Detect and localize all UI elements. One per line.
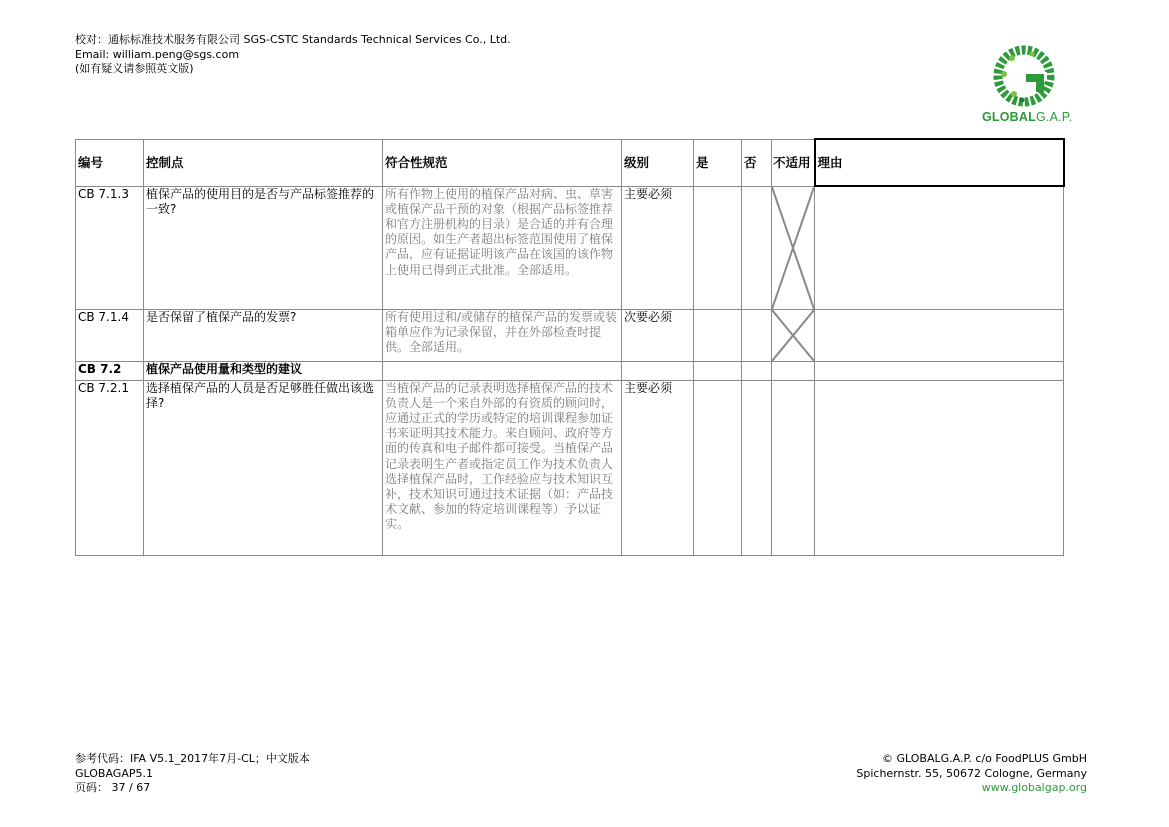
row-yes-cell[interactable] (694, 186, 742, 309)
section-empty-cell (772, 361, 815, 380)
row-compliance-criteria: 所有作物上使用的植保产品对病、虫、草害或植保产品干预的对象（根据产品标签推荐和官方注册机构的目录）是合适的并有合理的原因。如生产者超出标签范围使用了植保产品，应有证据证明该产品在该国的该作物上使用已得到正式批准。全部适用。 (383, 186, 622, 309)
header-level: 级别 (622, 139, 694, 186)
row-number: CB 7.1.4 (76, 309, 144, 361)
row-reason-cell[interactable] (815, 380, 1064, 555)
checklist-table (75, 138, 1065, 556)
header-not-applicable: 不适用 (772, 139, 815, 186)
logo-text-bold: GLOBAL (982, 110, 1036, 124)
footer-left (75, 752, 310, 796)
footer-reference-code: 参考代码：IFA V5.1_2017年7月-CL；中文版本 (75, 752, 310, 765)
footer-website-link[interactable]: www.globalgap.org (981, 781, 1087, 795)
cross-out-icon (772, 187, 814, 309)
section-empty-cell (622, 361, 694, 380)
table-row (76, 186, 1064, 309)
footer-page-number: 页码： 37 / 67 (75, 781, 151, 795)
footer-right (856, 752, 1087, 796)
row-na-cell-crossed (772, 186, 815, 309)
header-no: 否 (742, 139, 772, 186)
row-control-point: 选择植保产品的人员是否足够胜任做出该选择? (144, 380, 383, 555)
row-reason-cell[interactable] (815, 309, 1064, 361)
footer-copyright: © GLOBALG.A.P. c/o FoodPLUS GmbH (882, 752, 1087, 765)
row-no-cell[interactable] (742, 309, 772, 361)
table-header-row (76, 139, 1064, 186)
header-number: 编号 (76, 139, 144, 186)
logo-text-light: G.A.P. (1035, 110, 1073, 124)
header-reason: 理由 (815, 139, 1064, 186)
row-na-cell-crossed (772, 309, 815, 361)
row-level: 主要必须 (622, 380, 694, 555)
row-no-cell[interactable] (742, 186, 772, 309)
section-empty-cell (694, 361, 742, 380)
row-na-cell[interactable] (772, 380, 815, 555)
header-email: Email: william.peng@sgs.com (75, 47, 240, 61)
row-control-point: 是否保留了植保产品的发票? (144, 309, 383, 361)
section-empty-cell (383, 361, 622, 380)
logo-wordmark (982, 110, 1072, 124)
header-compliance-criteria: 符合性规范 (383, 139, 622, 186)
cross-out-icon (772, 310, 814, 361)
row-yes-cell[interactable] (694, 309, 742, 361)
header-note: (如有疑义请参照英文版) (75, 62, 194, 75)
row-level: 主要必须 (622, 186, 694, 309)
row-compliance-criteria: 当植保产品的记录表明选择植保产品的技术负责人是一个来自外部的有资质的顾问时，应通过正式的学历或特定的培训课程参加证书来证明其技术能力。来自顾问、政府等方面的传真和电子邮件都可接受。当植保产品记录表明生产者或指定员工作为技术负责人选择植保产品时，工作经验应与技术知识互补，技术知识可通过技术证据（如：产品技术文献、参加的特定培训课程等）予以证实。 (383, 380, 622, 555)
table-row (76, 380, 1064, 555)
section-row (76, 361, 1064, 380)
row-number: CB 7.2.1 (76, 380, 144, 555)
row-level: 次要必须 (622, 309, 694, 361)
section-empty-cell (742, 361, 772, 380)
globalgap-logo (978, 44, 1074, 128)
document-header (75, 33, 511, 77)
row-control-point: 植保产品的使用目的是否与产品标签推荐的一致? (144, 186, 383, 309)
globalgap-g-logo-icon (992, 44, 1056, 108)
section-title: 植保产品使用量和类型的建议 (144, 361, 383, 380)
row-no-cell[interactable] (742, 380, 772, 555)
row-reason-cell[interactable] (815, 186, 1064, 309)
footer-address: Spichernstr. 55, 50672 Cologne, Germany (856, 766, 1087, 780)
header-control-point: 控制点 (144, 139, 383, 186)
header-proofreader: 校对：通标标准技术服务有限公司 SGS-CSTC Standards Technical Services Co., Ltd. (75, 33, 511, 46)
section-empty-cell (815, 361, 1064, 380)
row-number: CB 7.1.3 (76, 186, 144, 309)
row-yes-cell[interactable] (694, 380, 742, 555)
table-row (76, 309, 1064, 361)
row-compliance-criteria: 所有使用过和/或储存的植保产品的发票或装箱单应作为记录保留，并在外部检查时提供。全部适用。 (383, 309, 622, 361)
footer-document-id: GLOBAGAP5.1 (75, 766, 153, 780)
header-yes: 是 (694, 139, 742, 186)
section-number: CB 7.2 (76, 361, 144, 380)
